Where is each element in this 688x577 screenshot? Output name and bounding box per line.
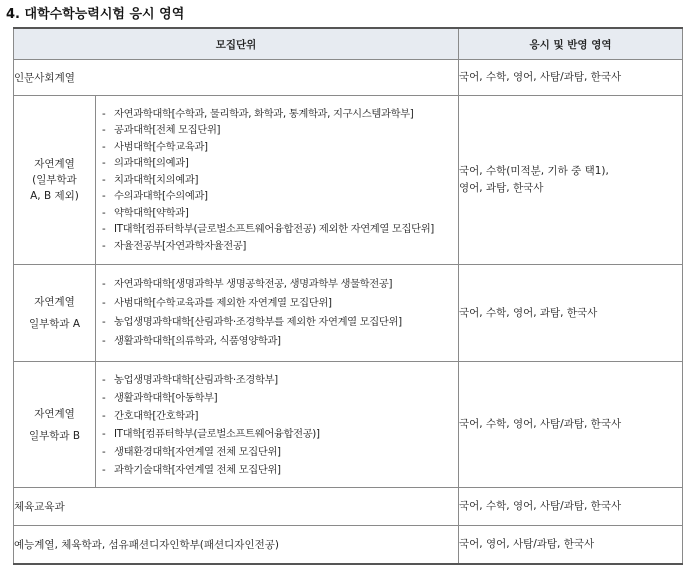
header-subjects: 응시 및 반영 영역 <box>459 28 683 60</box>
table-row <box>14 362 683 488</box>
subjects-line: 영어, 과탐, 한국사 <box>459 182 544 194</box>
list-item: - IT대학[컴퓨터학부(글로벌소프트웨어융합전공) 제외한 자연계열 모집단위] <box>102 223 434 236</box>
list-item: - 자율전공부[자연과학자율전공] <box>102 239 247 252</box>
section-title: 4. 대학수학능력시험 응시 영역 <box>6 7 185 22</box>
department-list-cell <box>96 96 459 265</box>
group-line: 일부학과 B <box>28 429 81 442</box>
row-group <box>14 362 96 488</box>
row-subjects: 국어, 수학, 영어, 과탐, 한국사 <box>459 265 683 362</box>
group-line: A, B 제외) <box>30 190 79 202</box>
list-item: - 생태환경대학[자연계열 전체 모집단위] <box>102 445 281 458</box>
list-item: - 농업생명과학대학[산림과학·조경학부] <box>102 373 278 386</box>
table-row <box>14 60 683 96</box>
row-subjects <box>459 96 683 265</box>
row-subjects: 국어, 수학, 영어, 사탐/과탐, 한국사 <box>459 488 683 526</box>
table-row <box>14 526 683 564</box>
row-group <box>14 96 96 265</box>
department-list <box>96 365 458 485</box>
list-item: - 약학대학[약학과] <box>102 206 189 219</box>
list-item: - 수의과대학[수의예과] <box>102 190 208 203</box>
department-list <box>96 269 458 357</box>
group-line: 자연계열 <box>34 296 75 308</box>
table-header-row <box>14 28 683 60</box>
group-line: 자연계열 <box>34 407 75 420</box>
row-group: 체육교육과 <box>14 488 459 526</box>
row-group <box>14 265 96 362</box>
list-item: - 사범대학[수학교육과] <box>102 140 208 153</box>
row-group: 인문사회계열 <box>14 60 459 96</box>
group-line: 자연계열 <box>34 158 75 170</box>
row-subjects: 국어, 수학, 영어, 사탐/과탐, 한국사 <box>459 60 683 96</box>
subjects-line: 국어, 수학(미적분, 기하 중 택1), <box>459 165 609 177</box>
department-list-cell <box>96 362 459 488</box>
list-item: - 사범대학[수학교육과를 제외한 자연계열 모집단위] <box>102 297 332 309</box>
table-row <box>14 96 683 265</box>
list-item: - 자연과학대학[수학과, 물리학과, 화학과, 통계학과, 지구시스템과학부] <box>102 107 414 120</box>
list-item: - 간호대학[간호학과] <box>102 409 199 422</box>
list-item: - IT대학[컴퓨터학부(글로벌소프트웨어융합전공)] <box>102 427 320 440</box>
row-subjects: 국어, 영어, 사탐/과탐, 한국사 <box>459 526 683 564</box>
group-line: 일부학과 A <box>28 318 81 330</box>
list-item: - 농업생명과학대학[산림과학·조경학부를 제외한 자연계열 모집단위] <box>102 316 402 328</box>
list-item: - 생활과학대학[의류학과, 식품영양학과] <box>102 335 281 347</box>
department-list <box>96 100 458 261</box>
list-item: - 의과대학[의예과] <box>102 157 189 170</box>
row-subjects: 국어, 수학, 영어, 사탐/과탐, 한국사 <box>459 362 683 488</box>
group-line: (일부학과 <box>32 174 77 186</box>
table-row <box>14 265 683 362</box>
list-item: - 치과대학[치의예과] <box>102 173 199 186</box>
list-item: - 생활과학대학[아동학부] <box>102 391 218 404</box>
list-item: - 과학기술대학[자연계열 전체 모집단위] <box>102 463 281 476</box>
list-item: - 자연과학대학[생명과학부 생명공학전공, 생명과학부 생물학전공] <box>102 278 393 290</box>
header-unit: 모집단위 <box>14 28 459 60</box>
row-group: 예능계열, 체육학과, 섬유패션디자인학부(패션디자인전공) <box>14 526 459 564</box>
list-item: - 공과대학[전체 모집단위] <box>102 124 221 137</box>
admission-table <box>13 27 683 565</box>
table-row <box>14 488 683 526</box>
department-list-cell <box>96 265 459 362</box>
